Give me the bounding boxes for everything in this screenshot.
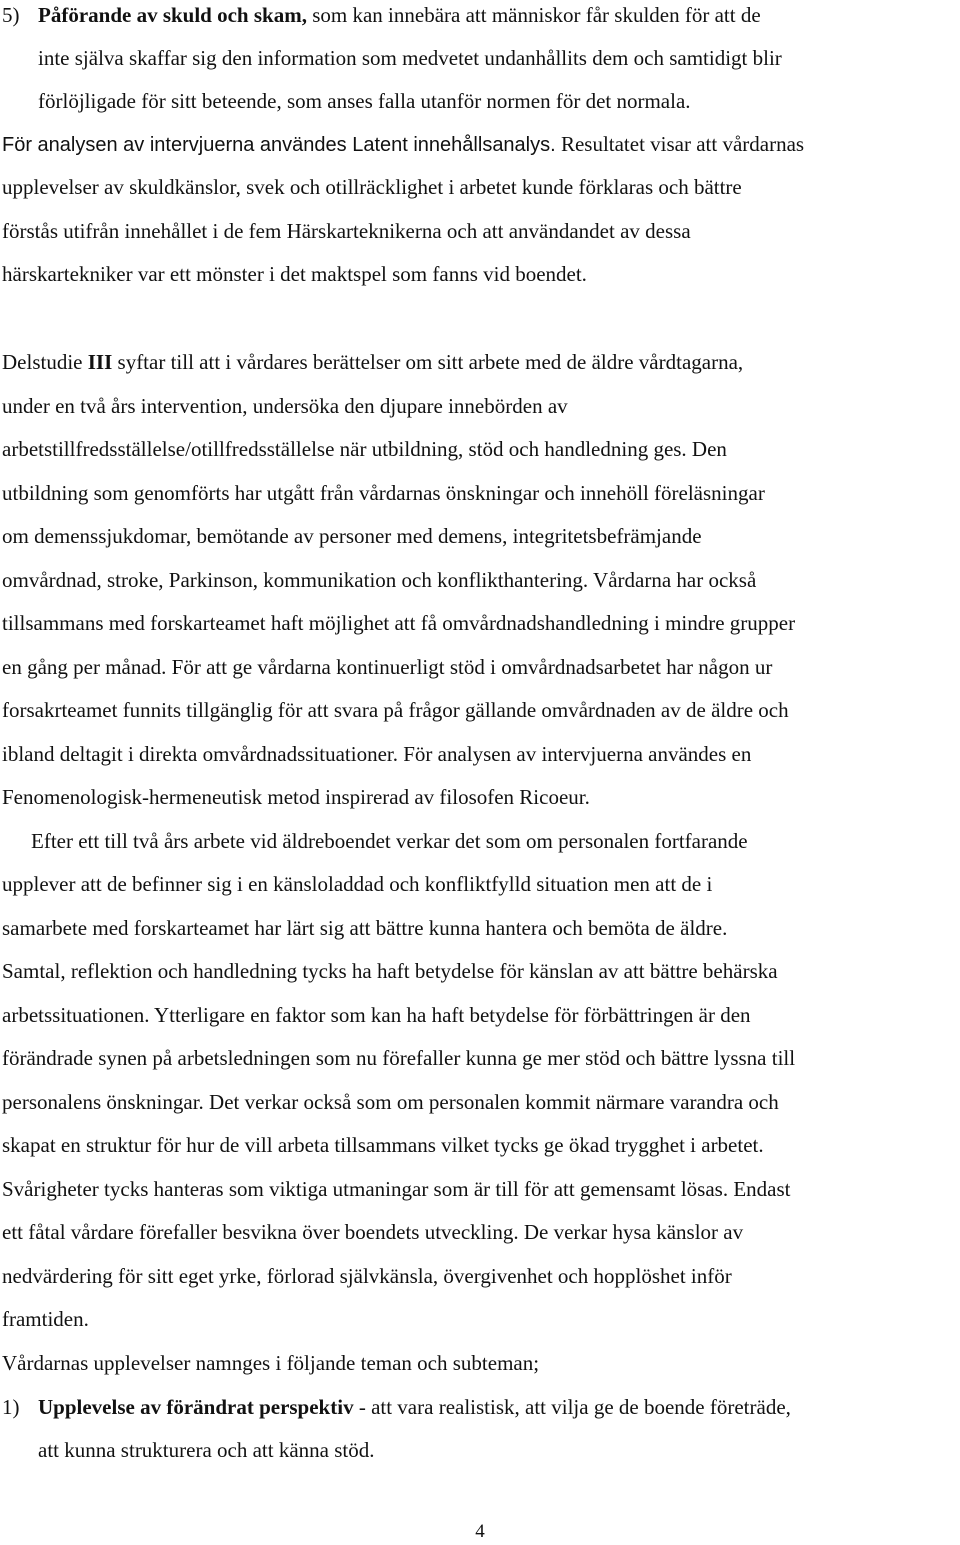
item5-line-2: inte själva skaffar sig den information som medvetet undanhållits dem och samtidigt blir bbox=[38, 46, 782, 70]
item1-line-1-rest: - att vara realistisk, att vilja ge de boende företräde, bbox=[353, 1395, 791, 1419]
para2-line-2: under en två års intervention, undersöka den djupare innebörden av bbox=[2, 394, 568, 418]
para1-line-4: härskartekniker var ett mönster i det maktspel som fanns vid boendet. bbox=[2, 262, 587, 286]
para2-line-4: utbildning som genomförts har utgått från vårdarnas önskningar och innehöll föreläsningar bbox=[2, 481, 765, 505]
para2-line-1 bbox=[2, 348, 958, 376]
list-number-5: 5) bbox=[2, 3, 20, 27]
para1-line-2: upplevelser av skuldkänslor, svek och otillräcklighet i arbetet kunde förklaras och bättre bbox=[2, 175, 742, 199]
para2-line-1-b: syftar till att i vårdares berättelser om sitt arbete med de äldre vårdtagarna, bbox=[112, 350, 744, 374]
para3-line-4: Samtal, reflektion och handledning tycks ha haft betydelse för känslan av att bättre behärska bbox=[2, 959, 778, 983]
para3-line-10: ett fåtal vårdare förefaller besvikna över boendets utveckling. De verkar hysa känslor av bbox=[2, 1220, 744, 1244]
para1-line-1 bbox=[2, 130, 958, 159]
para3-line-2: upplever att de befinner sig i en känsloladdad och konfliktfylld situation men att de i bbox=[2, 872, 713, 896]
para2-line-6: omvårdnad, stroke, Parkinson, kommunikation och konflikthantering. Vårdarna har också bbox=[2, 568, 757, 592]
para2-line-3: arbetstillfredsställelse/otillfredsställelse när utbildning, stöd och handledning ges. Den bbox=[2, 437, 727, 461]
para3-line-12: framtiden. bbox=[2, 1307, 89, 1331]
para3-line-6: förändrade synen på arbetsledningen som nu förefaller kunna ge mer stöd och bättre lyssna till bbox=[2, 1046, 796, 1070]
item1-line-2: att kunna strukturera och att känna stöd. bbox=[38, 1438, 375, 1462]
para3-line-5: arbetssituationen. Ytterligare en faktor som kan ha haft betydelse för förbättringen är den bbox=[2, 1003, 751, 1027]
para2-study-number: III bbox=[87, 350, 113, 374]
para1-line-1-b: Resultatet visar att vårdarnas bbox=[555, 132, 805, 156]
item1-term: Upplevelse av förändrat perspektiv bbox=[38, 1395, 354, 1419]
item5-line-1 bbox=[38, 1, 960, 29]
para4-line-1: Vårdarnas upplevelser namnges i följande teman och subteman; bbox=[2, 1351, 540, 1375]
para1-line-3: förstås utifrån innehållet i de fem Härskarteknikerna och att användandet av dessa bbox=[2, 219, 691, 243]
para2-line-8: en gång per månad. För att ge vårdarna kontinuerligt stöd i omvårdnadsarbetet har någon ur bbox=[2, 655, 773, 679]
para3-line-11: nedvärdering för sitt eget yrke, förlorad självkänsla, övergivenhet och hopplöshet inför bbox=[2, 1264, 732, 1288]
para2-line-1-a: Delstudie bbox=[2, 350, 88, 374]
item5-line-1-rest: som kan innebära att människor får skulden för att de bbox=[306, 3, 761, 27]
item1-line-1 bbox=[38, 1393, 960, 1421]
para2-line-10: ibland deltagit i direkta omvårdnadssituationer. För analysen av intervjuerna användes en bbox=[2, 742, 752, 766]
para2-line-11: Fenomenologisk-hermeneutisk metod inspirerad av filosofen Ricoeur. bbox=[2, 785, 590, 809]
para3-line-1: Efter ett till två års arbete vid äldreboendet verkar det som om personalen fortfarande bbox=[31, 829, 748, 853]
para2-line-9: forsakrteamet funnits tillgänglig för att svara på frågor gällande omvårdnaden av de äldre och bbox=[2, 698, 789, 722]
item5-line-3: förlöjligade för sitt beteende, som anses falla utanför normen för det normala. bbox=[38, 89, 691, 113]
para3-line-9: Svårigheter tycks hanteras som viktiga utmaningar som är till för att gemensamt lösas. Endast bbox=[2, 1177, 791, 1201]
para2-line-5: om demenssjukdomar, bemötande av personer med demens, integritetsbefrämjande bbox=[2, 524, 702, 548]
page-number: 4 bbox=[475, 1521, 485, 1542]
para3-line-7: personalens önskningar. Det verkar också som om personalen kommit närmare varandra och bbox=[2, 1090, 779, 1114]
para1-line-1-a: För analysen av intervjuerna användes Latent innehållsanalys. bbox=[2, 134, 556, 156]
para2-line-7: tillsammans med forskarteamet haft möjlighet att få omvårdnadshandledning i mindre grupper bbox=[2, 611, 796, 635]
para3-line-3: samarbete med forskarteamet har lärt sig att bättre kunna hantera och bemöta de äldre. bbox=[2, 916, 728, 940]
list-number-1: 1) bbox=[2, 1395, 20, 1419]
para3-line-8: skapat en struktur för hur de vill arbeta tillsammans vilket tycks ge ökad trygghet i arbetet. bbox=[2, 1133, 764, 1157]
item5-term: Påförande av skuld och skam, bbox=[38, 3, 307, 27]
